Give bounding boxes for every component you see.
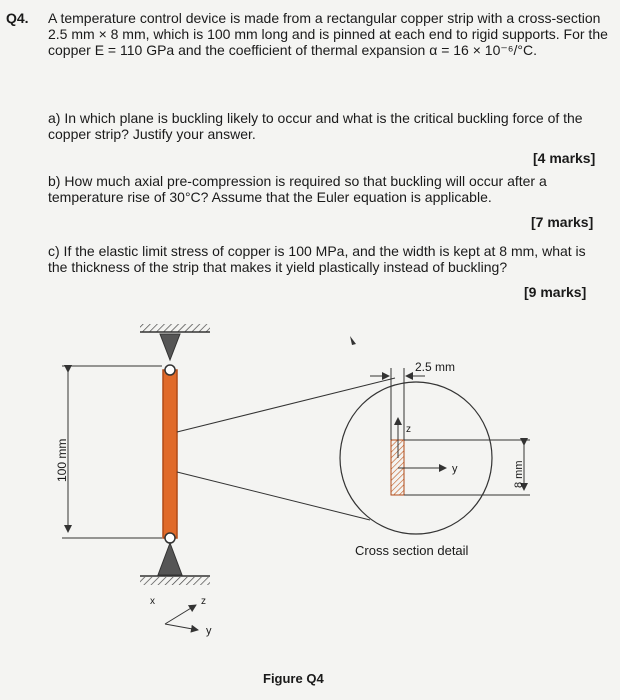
copper-strip [163, 370, 177, 538]
bottom-support-triangle [158, 543, 182, 575]
part-a-text: a) In which plane is buckling likely to occur and what is the critical buckling force of the copper strip? Justify your answer. [48, 110, 583, 142]
axis-x-label: x [150, 596, 155, 607]
top-support-hatch [140, 324, 210, 332]
part-a-marks: [4 marks] [533, 150, 596, 166]
width-label: 8 mm [513, 460, 525, 488]
part-c-marks: [9 marks] [524, 284, 587, 300]
part-b-marks: [7 marks] [531, 214, 594, 230]
axis-y-line [165, 624, 198, 630]
cross-section-caption: Cross section detail [355, 543, 469, 558]
stray-arrow-mark [350, 336, 356, 345]
question-intro: A temperature control device is made from a rectangular copper strip with a cross-section 2.5 mm × 8 mm, which is 100 mm long and is pinned at each end to rigid supports. For the copper E = 110 GPa and the coefficient of thermal expansion α = 16 × 10⁻⁶/°C. [48, 10, 608, 58]
part-c-text: c) If the elastic limit stress of copper is 100 MPa, and the width is kept at 8 mm, what is the thickness of the strip that makes it yield plastically instead of buckling? [48, 243, 586, 275]
figure-caption: Figure Q4 [263, 671, 324, 686]
detail-axis-z-label: z [406, 424, 411, 435]
cross-section-circle [340, 382, 492, 534]
thickness-label: 2.5 mm [415, 360, 456, 374]
axis-y-label: y [206, 625, 212, 637]
bottom-pin [165, 533, 175, 543]
length-label: 100 mm [55, 438, 69, 482]
part-b-text: b) How much axial pre-compression is required so that buckling will occur after a temperature rise of 30°C? Assume that the Euler equation is applicable. [48, 173, 547, 205]
axis-z-label: z [201, 596, 206, 607]
bottom-support-hatch [140, 577, 210, 585]
top-pin [165, 365, 175, 375]
detail-connector-bottom [177, 472, 370, 520]
axis-z-line [165, 605, 196, 624]
detail-axis-y-label: y [452, 463, 458, 475]
question-number: Q4. [6, 10, 29, 26]
top-support-triangle [160, 334, 180, 360]
